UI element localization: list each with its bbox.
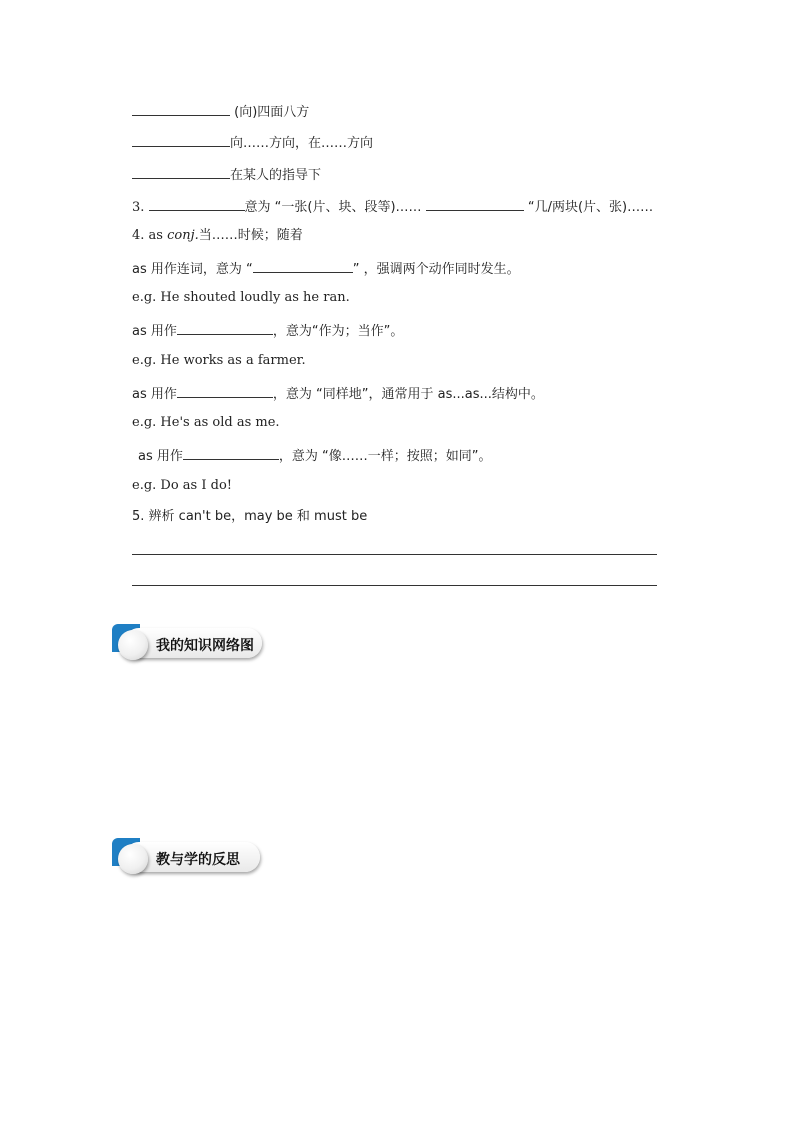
phrase-text: 在某人的指导下 — [230, 168, 322, 183]
item-text: 4. as — [132, 228, 168, 243]
phrase-line-1 — [132, 101, 309, 122]
phrase-text: 向……方向，在……方向 — [230, 136, 374, 151]
circle-icon — [118, 630, 148, 660]
example-4: e.g. Do as I do! — [132, 478, 232, 493]
answer-blank[interactable] — [426, 196, 524, 211]
item-text: ，意为 “像……一样；按照；如同”。 — [278, 449, 492, 464]
item-3 — [132, 196, 653, 217]
conj-usage-line — [132, 258, 520, 279]
answer-blank[interactable] — [132, 164, 230, 179]
answer-blank[interactable] — [132, 101, 230, 116]
reflection-header — [112, 838, 272, 878]
circle-icon — [118, 844, 148, 874]
section-title: 我的知识网络图 — [156, 638, 254, 654]
answer-blank[interactable] — [149, 196, 245, 211]
item-text: as 用作 — [132, 387, 177, 402]
part-of-speech: conj. — [167, 228, 199, 243]
answer-blank[interactable] — [177, 383, 273, 398]
example-3: e.g. He's as old as me. — [132, 415, 280, 430]
item-4-heading — [132, 227, 303, 245]
conj2-usage-line — [138, 445, 491, 466]
item-text: 当……时候；随着 — [198, 228, 303, 243]
item-text: 意为 “一张(片、块、段等)…… — [244, 200, 422, 215]
phrase-line-3 — [132, 164, 321, 185]
answer-blank[interactable] — [183, 445, 279, 460]
item-text: ” ，强调两个动作同时发生。 — [352, 262, 520, 277]
item-text: as 用作 — [138, 449, 183, 464]
item-text: as 用作 — [132, 324, 177, 339]
prep-usage-line — [132, 320, 403, 341]
answer-line[interactable] — [132, 585, 657, 586]
item-number: 3. — [132, 200, 145, 215]
answer-blank[interactable] — [132, 132, 230, 147]
example-2: e.g. He works as a farmer. — [132, 353, 306, 368]
item-text: ，意为 “同样地”，通常用于 as...as...结构中。 — [272, 387, 544, 402]
phrase-line-2 — [132, 132, 373, 153]
item-text: ，意为“作为；当作”。 — [272, 324, 404, 339]
answer-blank[interactable] — [177, 320, 273, 335]
item-text: “几/两块(片、张)…… — [527, 200, 654, 215]
item-text: as 用作连词，意为 “ — [132, 262, 253, 277]
answer-blank[interactable] — [253, 258, 353, 273]
section-title: 教与学的反思 — [156, 852, 240, 868]
knowledge-map-header — [112, 624, 272, 664]
example-1: e.g. He shouted loudly as he ran. — [132, 290, 350, 305]
answer-line[interactable] — [132, 554, 657, 555]
phrase-text: (向)四面八方 — [234, 105, 310, 120]
adv-usage-line — [132, 383, 544, 404]
item-5: 5. 辨析 can't be，may be 和 must be — [132, 509, 368, 524]
